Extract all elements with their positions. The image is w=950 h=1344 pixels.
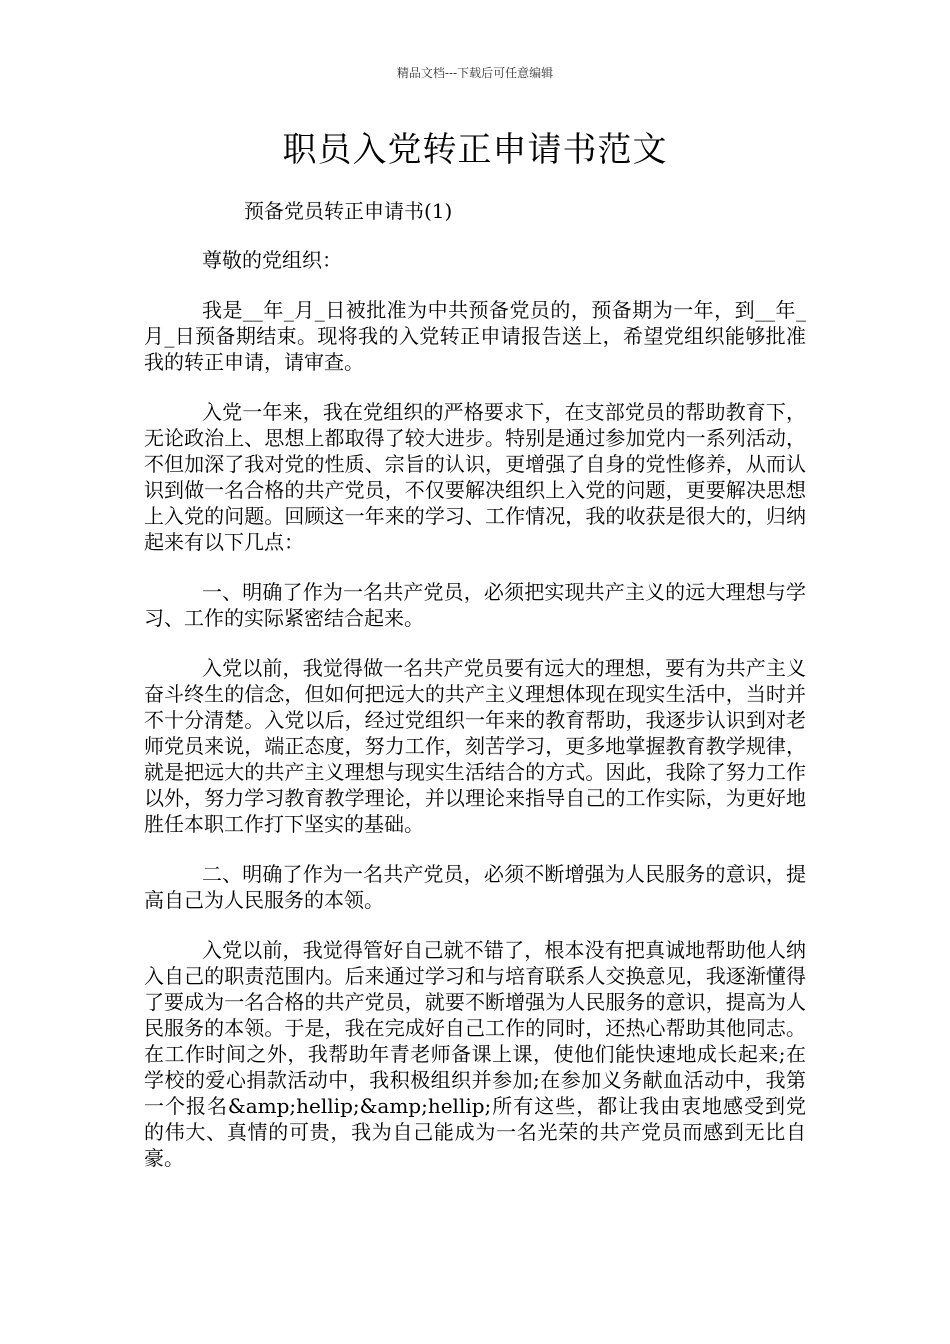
paragraph: 入党以前，我觉得做一名共产党员要有远大的理想，要有为共产主义奋斗终生的信念，但如何把远大的共产主义理想体现在现实生活中，当时并不十分清楚。入党以后，经过党组织一年来的教育帮助，我逐步认识到对老师党员来说，端正态度，努力工作，刻苦学习，更多地掌握教育教学规律，就是把远大的共产主义理想与现实生活结合的方式。因此，我除了努力工作以外，努力学习教育教学理论，并以理论来指导自己的工作实际，为更好地胜任本职工作打下坚实的基础。 — [144, 656, 806, 836]
paragraph-heading: 一、明确了作为一名共产党员，必须把实现共产主义的远大理想与学习、工作的实际紧密结合起来。 — [144, 580, 806, 630]
salutation: 尊敬的党组织： — [202, 248, 342, 272]
paragraph: 入党一年来，我在党组织的严格要求下，在支部党员的帮助教育下，无论政治上、思想上都取得了较大进步。特别是通过参加党内一系列活动，不但加深了我对党的性质、宗旨的认识，更增强了自身的党性修养，从而认识到做一名合格的共产党员，不仅要解决组织上入党的问题，更要解决思想上入党的问题。回顾这一年来的学习、工作情况，我的收获是很大的，归纳起来有以下几点： — [144, 400, 806, 554]
header-note: 精品文档---下载后可任意编辑 — [396, 66, 554, 80]
paragraph-heading: 二、明确了作为一名共产党员，必须不断增强为人民服务的意识，提高自己为人民服务的本领。 — [144, 862, 806, 912]
document-title: 职员入党转正申请书范文 — [282, 130, 668, 170]
document-body — [144, 198, 806, 1171]
document-subtitle: 预备党员转正申请书(1) — [244, 199, 453, 223]
paragraph: 入党以前，我觉得管好自己就不错了，根本没有把真诚地帮助他人纳入自己的职责范围内。后来通过学习和与培育联系人交换意见，我逐渐懂得了要成为一名合格的共产党员，就要不断增强为人民服务的意识，提高为人民服务的本领。于是，我在完成好自己工作的同时，还热心帮助其他同志。在工作时间之外，我帮助年青老师备课上课，使他们能快速地成长起来;在学校的爱心捐款活动中，我积极组织并参加;在参加义务献血活动中，我第一个报名&amp;hellip;&amp;hellip;所有这些，都让我由衷地感受到党的伟大、真情的可贵，我为自己能成为一名光荣的共产党员而感到无比自豪。 — [144, 938, 806, 1170]
paragraph: 我是__年_月_日被批准为中共预备党员的，预备期为一年，到__年_月_日预备期结束。现将我的入党转正申请报告送上，希望党组织能够批准我的转正申请，请审查。 — [144, 298, 806, 374]
